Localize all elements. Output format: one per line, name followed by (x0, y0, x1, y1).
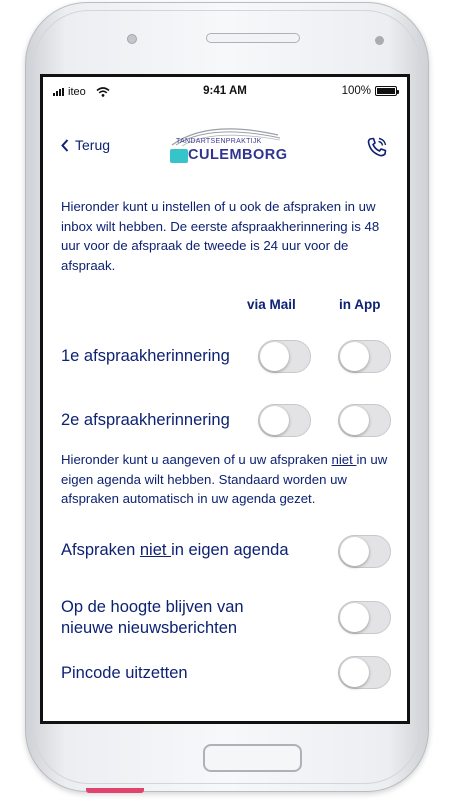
news-setting-label-line1: Op de hoogte blijven van (61, 598, 244, 616)
status-bar (43, 77, 407, 103)
reminder-1-mail-toggle[interactable] (258, 340, 311, 373)
earpiece-speaker (206, 33, 300, 43)
toggle-knob (260, 342, 289, 371)
toggle-knob (340, 658, 369, 687)
agenda-note-part2: in uw eigen agenda wilt hebben. Standaard worden uw afspraken automatisch in uw agenda gezet. (61, 452, 388, 506)
agenda-setting-label-after: in eigen agenda (171, 541, 289, 559)
status-time: 9:41 AM (203, 85, 247, 97)
pincode-setting-label: Pincode uitzetten (61, 664, 188, 682)
app-screen (40, 74, 410, 724)
logo-accent-bar (170, 147, 190, 167)
battery-percentage: 100% (341, 85, 371, 97)
news-setting-toggle[interactable] (338, 601, 391, 634)
toggle-knob (260, 406, 289, 435)
home-button[interactable] (203, 744, 302, 772)
reminder-2-label: 2e afspraakherinnering (61, 411, 230, 429)
reminder-2-mail-toggle[interactable] (258, 404, 311, 437)
toggle-knob (340, 342, 369, 371)
agenda-setting-label (61, 541, 289, 560)
logo-subtitle: TANDARTSENPRAKTIJK (176, 138, 262, 145)
logo-title: CULEMBORG (188, 147, 288, 163)
front-camera (127, 34, 137, 44)
chevron-left-icon (61, 139, 69, 152)
practice-logo (168, 125, 288, 167)
carrier-name: iteo (68, 86, 86, 98)
agenda-note-underlined: niet (331, 452, 357, 467)
pincode-setting-toggle[interactable] (338, 656, 391, 689)
reminder-2-app-toggle[interactable] (338, 404, 391, 437)
phone-call-icon[interactable] (365, 135, 389, 159)
toggle-knob (340, 603, 369, 632)
agenda-setting-label-before: Afspraken (61, 541, 140, 559)
news-setting-label (61, 597, 244, 639)
back-label: Terug (75, 137, 111, 153)
reminder-1-label: 1e afspraakherinnering (61, 347, 230, 365)
agenda-setting-toggle[interactable] (338, 535, 391, 568)
agenda-setting-label-underlined: niet (139, 541, 172, 559)
reminder-1-app-toggle[interactable] (338, 340, 391, 373)
toggle-knob (340, 406, 369, 435)
news-setting-label-line2: nieuwe nieuwsberichten (61, 619, 238, 637)
agenda-note-part1: Hieronder kunt u aangeven of u uw afspraken (61, 452, 328, 467)
toggle-knob (340, 537, 369, 566)
device-accent-strip (86, 788, 144, 793)
back-button[interactable] (61, 137, 110, 153)
column-header-app: in App (339, 297, 381, 312)
column-header-mail: via Mail (247, 297, 296, 312)
battery-icon (375, 86, 397, 96)
intro-text: Hieronder kunt u instellen of u ook de afspraken in uw inbox wilt hebben. De eerste afspraakherinnering is 48 uur voor de afspraak de tweede is 24 uur voor de afspraak. (61, 199, 380, 273)
agenda-note-text (61, 450, 401, 509)
sensor-dot (375, 36, 384, 45)
